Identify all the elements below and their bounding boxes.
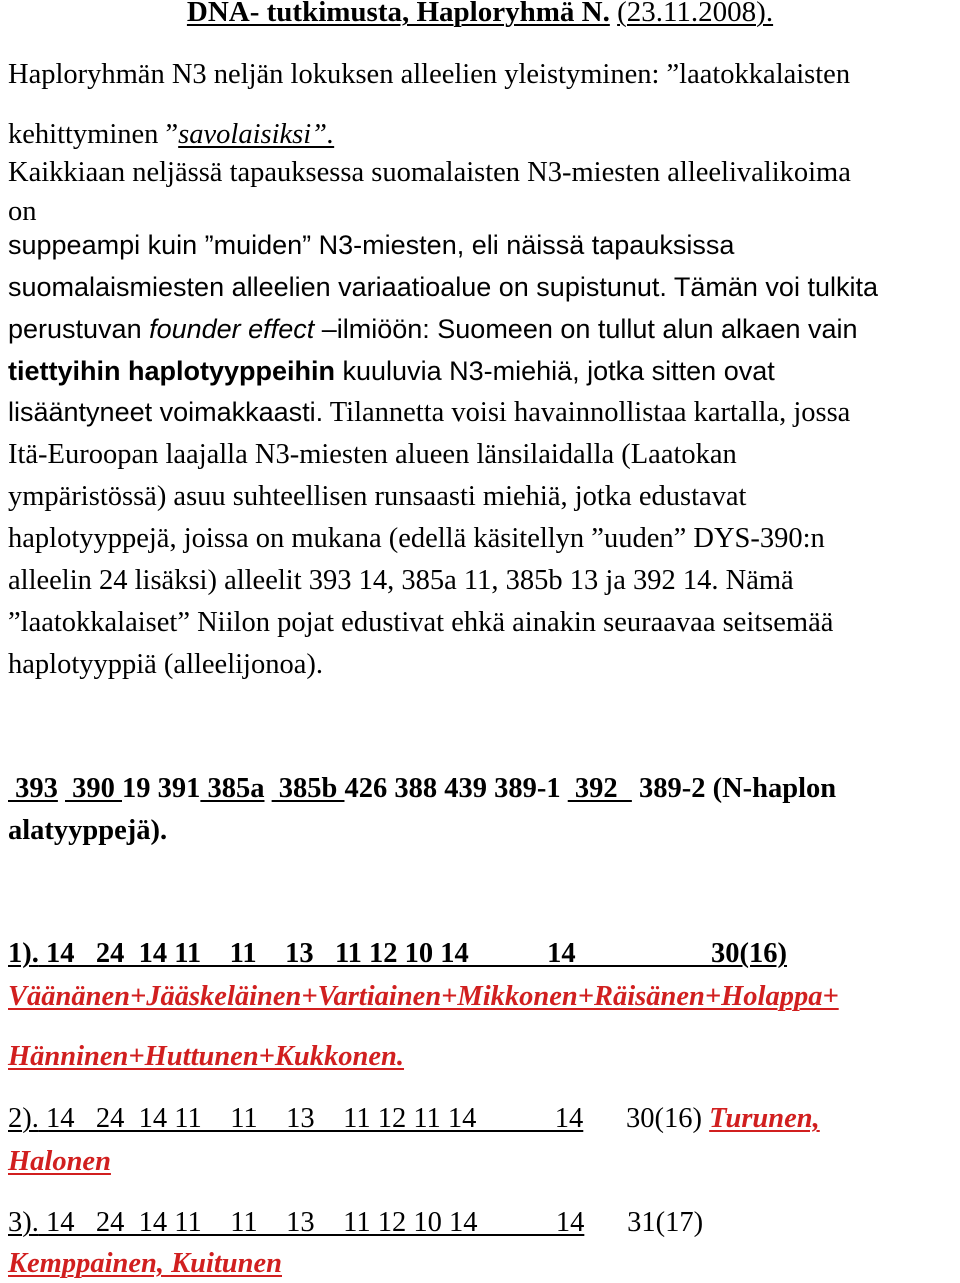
locus-385b: 385b: [271, 773, 345, 804]
body-line-8: Itä-Euroopan laajalla N3-miesten alueen länsilaidalla (Laatokan: [8, 439, 737, 470]
body-line-3: suppeampi kuin ”muiden” N3-miesten, eli näissä tapauksissa: [8, 230, 735, 260]
intro-line-2: [8, 121, 334, 150]
body-line-13: haplotyyppiä (alleelijonoa).: [8, 649, 323, 680]
body-line-5: [8, 316, 858, 343]
entry-3-values: [8, 1209, 703, 1238]
body-line-6-rest: kuuluvia N3-miehiä, jotka sitten ovat: [335, 356, 775, 386]
entry-3-alleles: 14 24 14 11 11 13 11 12 10 14 14: [38, 1207, 585, 1238]
title-date: (23.11.2008).: [617, 0, 774, 28]
intro-line-1: Haploryhmän N3 neljän lokuksen alleelien yleistyminen: ”laatokkalaisten: [8, 59, 851, 90]
entry-1-number: 1).: [8, 938, 39, 969]
body-line-5b: –ilmiöön: Suomeen on tullut alun alkaen vain: [314, 314, 858, 344]
entry-2-names-2: Halonen: [8, 1146, 111, 1177]
entry-1-alleles: 14 24 14 11 11 13 11 12 10 14 14 30(16): [38, 938, 788, 969]
bold-haplotypes: tiettyihin haplotyyppeihin: [8, 356, 336, 386]
body-line-10: haplotyyppejä, joissa on mukana (edellä käsitellyn ”uuden” DYS-390:n: [8, 523, 825, 554]
locus-header-line-2: alatyyppejä).: [8, 815, 168, 846]
locus-392: 392: [567, 773, 632, 804]
body-line-11: alleelin 24 lisäksi) alleelit 393 14, 385a 11, 385b 13 ja 392 14. Nämä: [8, 565, 794, 596]
body-line-5a: perustuvan: [8, 314, 150, 344]
document-title: [0, 0, 960, 27]
intro-line-2-italic: savolaisiksi”.: [178, 119, 335, 150]
intro-line-2-text: kehittyminen ”: [8, 119, 179, 150]
entry-2-values: [8, 1105, 820, 1134]
body-line-6: [8, 358, 775, 385]
body-line-12: ”laatokkalaiset” Niilon pojat edustivat ehkä ainakin seuraavaa seitsemää: [8, 607, 834, 638]
body-line-1: Kaikkiaan neljässä tapauksessa suomalaisten N3-miesten alleelivalikoima: [8, 157, 851, 188]
entry-2-tail: 30(16): [583, 1103, 703, 1134]
body-line-4: suomalaismiesten alleelien variaatioalue on supistunut. Tämän voi tulkita: [8, 272, 878, 302]
title-text: DNA- tutkimusta, Haploryhmä N.: [186, 0, 610, 28]
entry-3-tail: 31(17): [584, 1207, 704, 1238]
locus-tail: 389-2 (N-haplon: [631, 773, 837, 804]
body-line-9: ympäristössä) asuu suhteellisen runsaasti miehiä, jotka edustavat: [8, 481, 747, 512]
body-line-7-rest: Tilannetta voisi havainnollistaa kartalla, jossa: [323, 397, 851, 428]
locus-385a: 385a: [200, 773, 265, 804]
entry-2-number: 2).: [8, 1103, 39, 1134]
founder-effect-term: founder effect: [149, 314, 315, 344]
locus-393: 393: [8, 773, 58, 804]
locus-mid: 426 388 439 389-1: [344, 773, 561, 804]
body-line-2: on: [8, 196, 37, 227]
entry-3-names: Kemppainen, Kuitunen: [8, 1248, 282, 1279]
locus-header: [8, 775, 836, 804]
body-line-7-sans: lisääntyneet voimakkaasti.: [8, 397, 324, 427]
entry-1-names: Väänänen+Jääskeläinen+Vartiainen+Mikkonen+Räisänen+Holappa+: [8, 981, 839, 1012]
entry-1-names-2: Hänninen+Huttunen+Kukkonen.: [8, 1041, 405, 1072]
entry-2-names: Turunen,: [709, 1103, 820, 1134]
entry-2-alleles: 14 24 14 11 11 13 11 12 11 14 14: [38, 1103, 584, 1134]
entry-1-values: [8, 940, 787, 969]
body-line-7: [8, 399, 850, 428]
locus-390: 390: [65, 773, 122, 804]
locus-19-391: 19 391: [122, 773, 201, 804]
entry-3-number: 3).: [8, 1207, 39, 1238]
